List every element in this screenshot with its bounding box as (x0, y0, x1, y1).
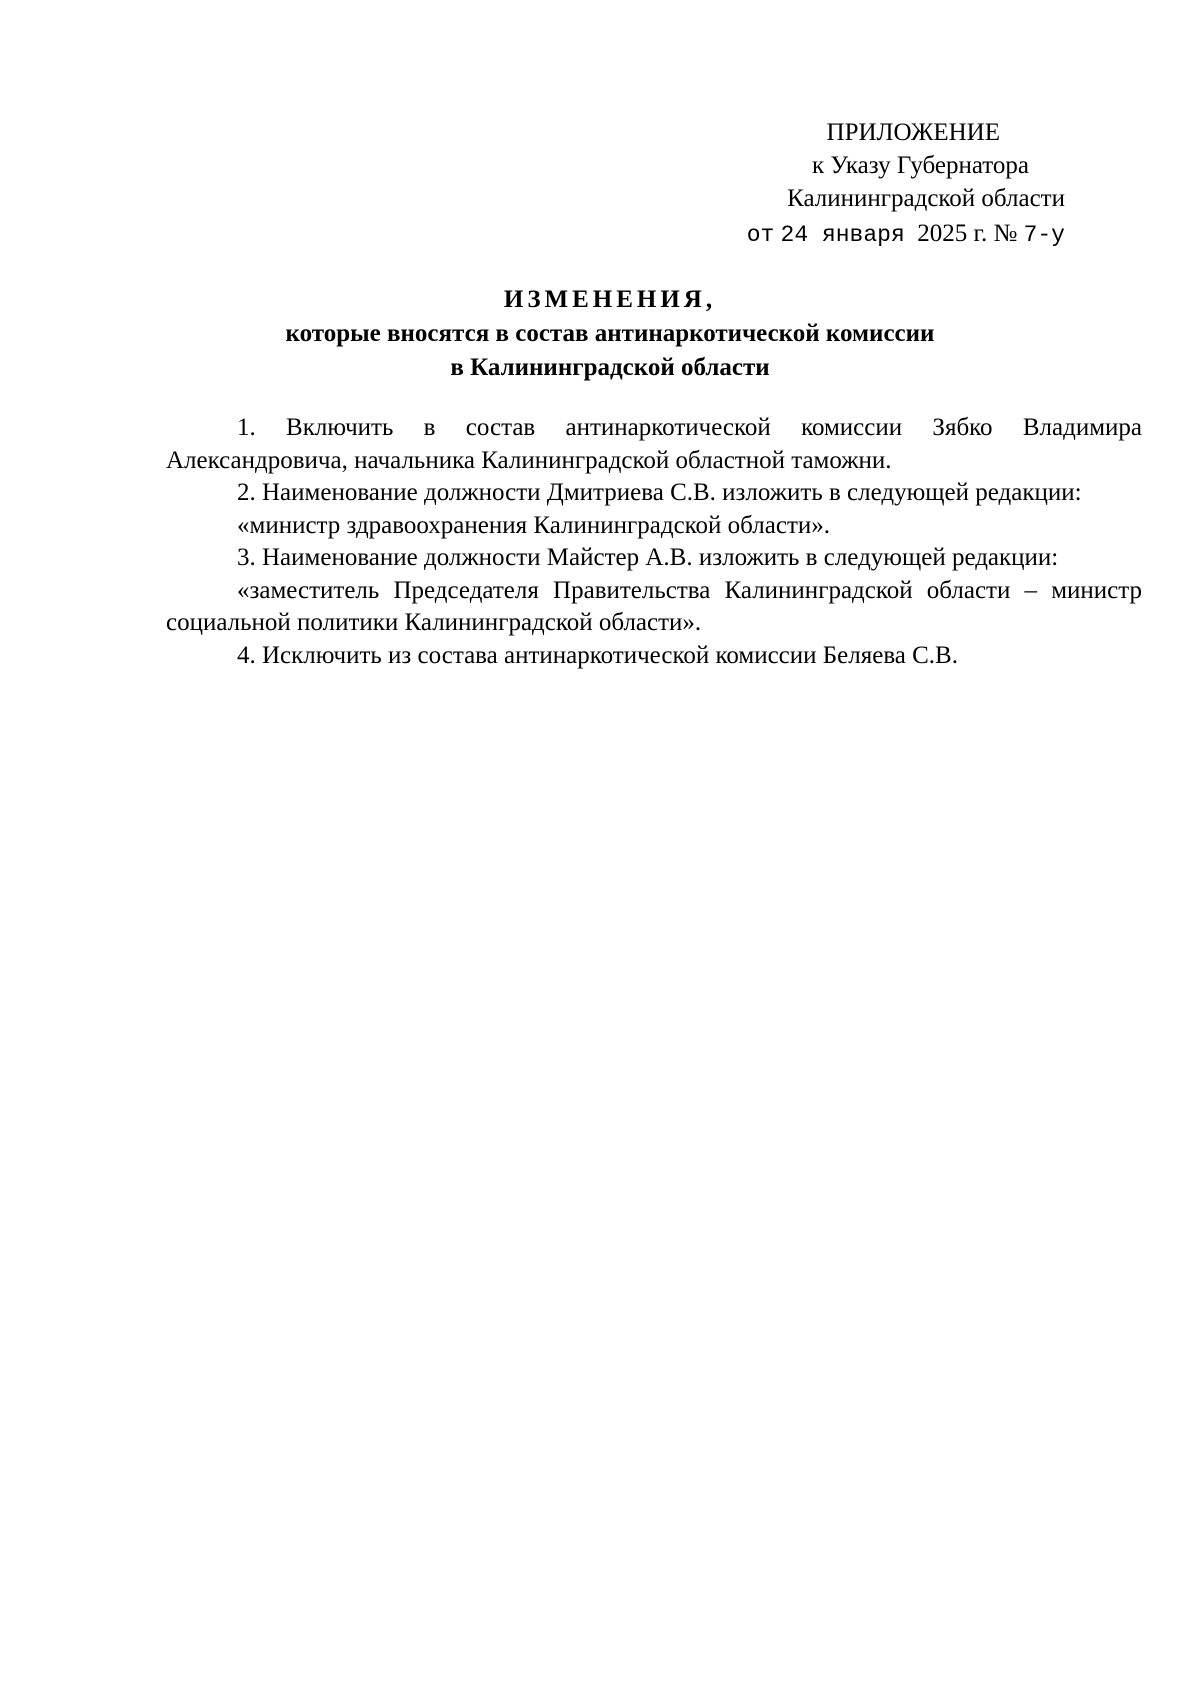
list-item: 3. Наименование должности Майстер А.В. изложить в следующей редакции: (237, 544, 1059, 571)
appendix-block (645, 116, 1065, 252)
heading-subtitle-1: которые вносятся в состав антинаркотической комиссии (285, 320, 935, 347)
document-body (166, 412, 1142, 672)
appendix-decree-ref: к Указу Губернатора (811, 152, 1029, 179)
list-item: «министр здравоохранения Калининградской области». (237, 511, 831, 539)
list-item: 4. Исключить из состава антинаркотической комиссии Беляева С.В. (237, 641, 958, 669)
heading-title: ИЗМЕНЕНИЯ, (503, 286, 717, 313)
appendix-region: Калининградской области (787, 185, 1065, 212)
date-day-month: 24 января (780, 222, 905, 248)
list-item: 1. Включить в состав антинаркотической комиссии Зябко Владимира Александровича, начальника Калининградской областной таможни. (166, 414, 1142, 474)
heading-subtitle-2: в Калининградской области (450, 354, 770, 381)
document-heading (160, 283, 1060, 385)
appendix-title: ПРИЛОЖЕНИЕ (826, 119, 1000, 146)
list-item: «заместитель Председателя Правительства Калининградской области – министр социальной политики Калининградской области». (166, 576, 1142, 636)
date-prefix: от (746, 222, 775, 248)
date-year: 2025 г. № (917, 220, 1018, 247)
list-item: 2. Наименование должности Дмитриева С.В. изложить в следующей редакции: (237, 479, 1082, 506)
appendix-date-line (645, 217, 1065, 252)
decree-number: 7-у (1023, 222, 1065, 248)
